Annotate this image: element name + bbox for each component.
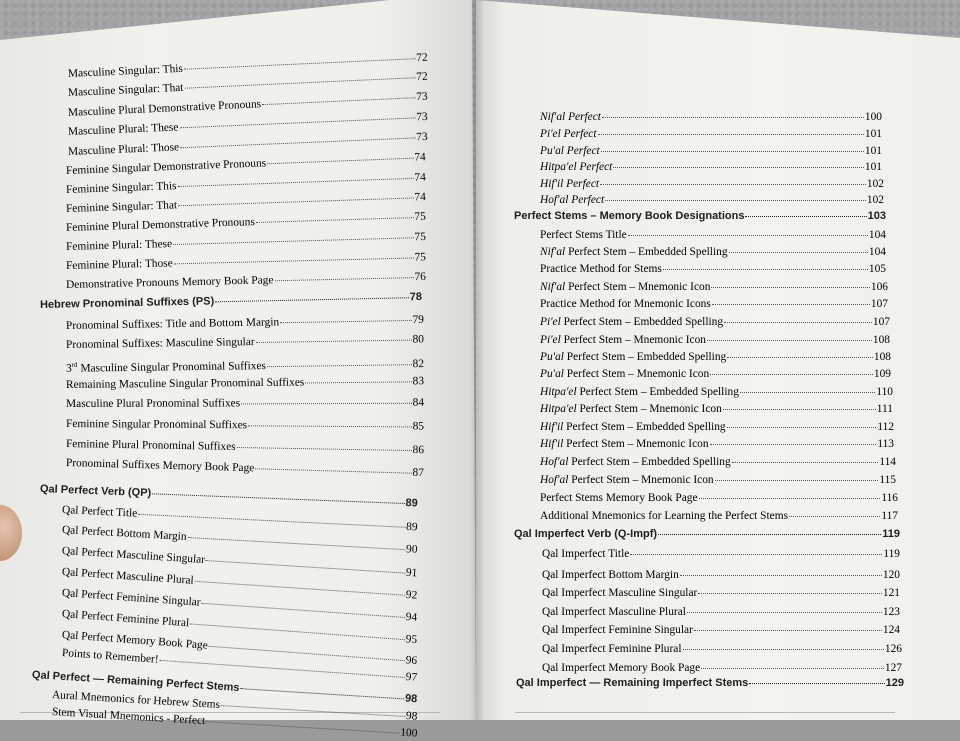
page-number: 95	[405, 633, 418, 647]
right-bottom-rule	[515, 712, 895, 713]
page-number: 108	[873, 351, 891, 363]
toc-entry	[540, 160, 882, 174]
toc-entry	[542, 605, 900, 619]
dot-leader	[687, 611, 882, 613]
toc-entry-title	[540, 177, 599, 191]
entry-text: Perfect Stem – Embedded Spelling	[563, 351, 727, 363]
page-number: 123	[882, 606, 900, 618]
page-number: 74	[414, 191, 427, 204]
toc-entry	[540, 177, 884, 191]
toc-section-heading	[516, 676, 904, 690]
toc-entry-title	[540, 385, 739, 399]
dot-leader	[601, 150, 864, 152]
page-number: 124	[882, 624, 900, 636]
toc-entry	[540, 144, 882, 158]
book-gutter	[470, 0, 484, 720]
page-number: 121	[882, 587, 900, 599]
page-number: 90	[405, 543, 418, 556]
toc-entry-title	[542, 661, 700, 675]
entry-text: Qal Imperfect Verb (Q-Impf)	[514, 528, 658, 540]
dot-leader	[789, 515, 880, 517]
toc-entry	[66, 417, 424, 433]
page-number: 74	[414, 151, 426, 164]
toc-entry-title	[542, 568, 679, 582]
page-number: 92	[405, 588, 418, 602]
toc-entry	[542, 661, 902, 675]
toc-entry	[540, 280, 888, 294]
entry-text: Perfect Stem – Mnemonic Icon	[576, 403, 722, 415]
stem-name: Hitpa'el	[540, 386, 577, 398]
entry-text: Feminine Singular: This	[65, 180, 177, 196]
toc-entry	[540, 437, 894, 451]
entry-text: Points to Remember!	[61, 647, 159, 666]
entry-text: Masculine Plural Demonstrative Pronouns	[67, 98, 262, 119]
ordinal-number: 3	[65, 362, 72, 375]
dot-leader	[174, 257, 414, 265]
page-number: 113	[877, 438, 894, 450]
entry-text: Feminine Singular: That	[65, 199, 178, 215]
page-number: 76	[414, 270, 427, 284]
entry-text: Feminine Plural: These	[65, 238, 173, 253]
toc-entry-title	[66, 237, 172, 254]
page-number: 72	[415, 70, 428, 84]
page-number: 98	[405, 710, 418, 723]
entry-text: Perfect Stems Title	[540, 229, 627, 241]
page-number: 108	[872, 334, 890, 346]
dot-leader	[712, 303, 870, 305]
dot-leader	[727, 426, 877, 428]
toc-entry	[540, 127, 882, 141]
toc-entry	[540, 473, 896, 487]
toc-entry-title	[542, 605, 686, 619]
toc-entry	[542, 547, 900, 561]
dot-leader	[740, 391, 875, 393]
dot-leader	[729, 251, 868, 253]
page-number: 89	[405, 520, 418, 534]
toc-section-heading	[514, 209, 886, 223]
page-number: 105	[868, 263, 886, 275]
toc-entry-title	[540, 509, 788, 523]
entry-text: Feminine Plural Demonstrative Pronouns	[65, 216, 255, 234]
page-number: 72	[415, 51, 428, 65]
page-number: 120	[882, 569, 900, 581]
toc-entry	[540, 491, 898, 505]
page-number: 74	[414, 171, 426, 184]
entry-text: Qal Perfect Title	[61, 504, 138, 520]
entry-text: Qal Imperfect Masculine Plural	[542, 606, 686, 618]
toc-entry	[66, 396, 424, 411]
toc-entry	[540, 193, 884, 207]
dot-leader	[241, 402, 411, 405]
toc-entry-title	[540, 402, 722, 416]
entry-text: Perfect Stem – Mnemonic Icon	[563, 438, 709, 450]
entry-text: Pronominal Suffixes Memory Book Page	[65, 457, 255, 475]
page-number: 116	[881, 492, 898, 504]
page-number: 100	[399, 726, 418, 740]
dot-leader	[745, 215, 866, 217]
toc-entry-title	[66, 256, 173, 273]
entry-text: Masculine Plural: These	[67, 121, 179, 138]
dot-leader	[698, 592, 882, 594]
toc-entry-title	[542, 642, 682, 656]
dot-leader	[663, 268, 868, 270]
page-number: 109	[873, 368, 891, 380]
entry-text: Qal Imperfect Feminine Singular	[542, 624, 693, 636]
entry-text: Additional Mnemonics for Learning the Perfect Stems	[540, 510, 789, 522]
dot-leader	[701, 667, 884, 669]
toc-entry-title	[514, 209, 744, 223]
entry-text: Masculine Singular: This	[67, 62, 184, 80]
entry-text: Perfect Stem – Mnemonic Icon	[560, 334, 706, 346]
page-number: 79	[412, 313, 425, 326]
dot-leader	[178, 196, 413, 206]
page-number: 83	[412, 375, 425, 388]
entry-text: Perfect Stem – Mnemonic Icon	[563, 368, 710, 380]
dot-leader	[274, 276, 413, 281]
toc-entry-title	[540, 315, 723, 329]
entry-text: Perfect Stem – Embedded Spelling	[560, 316, 724, 328]
page-number: 100	[864, 111, 882, 123]
entry-text: Qal Perfect Feminine Plural	[61, 608, 190, 630]
page-number: 101	[864, 128, 882, 140]
toc-entry-title	[540, 455, 731, 469]
page-number: 117	[881, 510, 898, 522]
entry-text: Demonstrative Pronouns Memory Book Page	[65, 274, 274, 291]
toc-entry-title	[66, 335, 255, 352]
dot-leader	[600, 183, 866, 185]
toc-entry	[540, 402, 893, 416]
page-number: 78	[409, 291, 423, 304]
page-number: 112	[877, 421, 894, 433]
page-number: 115	[879, 474, 896, 486]
page-number: 82	[412, 357, 425, 370]
page-number: 114	[879, 456, 896, 468]
dot-leader	[707, 339, 872, 341]
toc-entry-title	[540, 280, 710, 294]
entry-text: Pu'al Perfect	[540, 145, 600, 157]
entry-text: Masculine Singular: That	[67, 81, 184, 99]
toc-entry-title	[540, 228, 627, 242]
page-number: 75	[414, 251, 427, 264]
entry-text: Feminine Singular Pronominal Suffixes	[65, 418, 248, 432]
page-number: 111	[876, 403, 893, 415]
dot-leader	[256, 339, 412, 343]
stem-name: Pu'al	[540, 368, 564, 380]
stem-name: Pu'al	[540, 351, 564, 363]
entry-text: Perfect Stem – Embedded Spelling	[568, 456, 731, 468]
page-number: 104	[868, 246, 886, 258]
entry-text: Qal Perfect Bottom Margin	[61, 524, 187, 543]
stem-name: Nif'al	[540, 246, 566, 258]
dot-leader	[256, 216, 414, 223]
toc-entry-title	[516, 676, 748, 690]
entry-text: Qal Imperfect Masculine Singular	[542, 587, 698, 599]
entry-text: Masculine Singular Pronominal Suffixes	[77, 360, 266, 375]
toc-entry-title	[540, 420, 726, 434]
page-number: 87	[412, 466, 425, 479]
entry-text: Aural Mnemonics for Hebrew Stems	[51, 689, 221, 711]
dot-leader	[215, 296, 409, 302]
toc-entry-title	[540, 491, 698, 505]
dot-leader	[305, 380, 411, 383]
toc-entry	[540, 509, 898, 523]
entry-text: Hif'il Perfect	[540, 178, 600, 190]
toc-entry-title	[66, 376, 304, 392]
entry-text: Qal Perfect Feminine Singular	[61, 587, 201, 609]
page-number: 96	[405, 654, 418, 668]
toc-entry-title	[540, 350, 726, 364]
toc-entry	[540, 455, 896, 469]
toc-entry	[540, 297, 888, 311]
toc-entry	[540, 262, 886, 276]
page-number: 104	[868, 229, 886, 241]
stem-name: Nif'al	[540, 281, 566, 293]
toc-entry-title	[540, 144, 600, 158]
dot-leader	[732, 461, 879, 463]
dot-leader	[173, 236, 413, 245]
page-number: 85	[412, 420, 425, 433]
toc-entry	[540, 385, 893, 399]
toc-entry-title	[540, 297, 711, 311]
entry-text: Perfect Stem – Embedded Spelling	[565, 246, 728, 258]
entry-text: Perfect Stem – Mnemonic Icon	[565, 281, 711, 293]
toc-entry-title	[542, 623, 693, 637]
entry-text: Qal Imperfect Feminine Plural	[542, 643, 682, 655]
dot-leader	[749, 682, 884, 684]
dot-leader	[710, 373, 873, 375]
page-number: 102	[866, 194, 884, 206]
entry-text: Perfect Stems – Memory Book Designations	[514, 210, 745, 222]
dot-leader	[694, 629, 882, 631]
dot-leader	[658, 533, 881, 535]
stem-name: Hif'il	[540, 438, 564, 450]
dot-leader	[699, 497, 881, 499]
page-number: 110	[876, 386, 893, 398]
page-number: 103	[867, 210, 886, 222]
dot-leader	[613, 166, 864, 168]
toc-entry-title	[540, 262, 662, 276]
toc-entry-title	[66, 417, 247, 432]
entry-text: Qal Perfect Masculine Singular	[61, 545, 206, 566]
page-number: 73	[415, 90, 428, 104]
page-number: 101	[864, 161, 882, 173]
toc-entry	[542, 568, 900, 582]
page-number: 119	[882, 528, 900, 540]
toc-entry-title	[66, 396, 240, 411]
entry-text: Perfect Stem – Embedded Spelling	[563, 421, 726, 433]
page-number: 102	[866, 178, 884, 190]
page-number: 126	[884, 643, 902, 655]
stem-name: Pi'el	[540, 334, 561, 346]
entry-text: Remaining Masculine Singular Pronominal Suffixes	[65, 376, 305, 391]
entry-text: Hof'al Perfect	[540, 194, 605, 206]
page-number: 75	[414, 210, 427, 224]
toc-entry-title	[542, 547, 629, 561]
toc-entry-title	[540, 110, 601, 124]
page-number: 107	[872, 316, 890, 328]
entry-text: Qal Perfect Memory Book Page	[61, 629, 209, 652]
entry-text: Practice Method for Stems	[540, 263, 662, 275]
page-number: 73	[416, 130, 428, 144]
dot-leader	[177, 177, 413, 187]
toc-entry	[540, 315, 890, 329]
entry-text: Masculine Plural: Those	[67, 141, 180, 158]
entry-text: Qal Imperfect — Remaining Imperfect Stems	[516, 677, 749, 689]
toc-entry-title	[540, 333, 706, 347]
entry-text: Pi'el Perfect	[540, 128, 597, 140]
page-number: 97	[405, 671, 418, 684]
stem-name: Hitpa'el	[540, 403, 577, 415]
entry-text: Hebrew Pronominal Suffixes (PS)	[39, 295, 215, 311]
dot-leader	[711, 286, 869, 288]
toc-entry-title	[542, 586, 697, 600]
page-number: 119	[883, 548, 900, 560]
dot-leader	[602, 116, 864, 118]
stem-name: Hof'al	[540, 456, 569, 468]
entry-text: Feminine Singular Demonstrative Pronouns	[65, 157, 267, 177]
dot-leader	[280, 319, 411, 323]
dot-leader	[255, 467, 411, 473]
page-number: 80	[412, 333, 425, 346]
dot-leader	[724, 321, 872, 323]
entry-text: Pronominal Suffixes: Masculine Singular	[65, 336, 255, 351]
entry-text: Perfect Stem – Mnemonic Icon	[568, 474, 714, 486]
dot-leader	[727, 356, 873, 358]
dot-leader	[605, 199, 866, 201]
toc-entry	[542, 642, 902, 656]
page-number: 98	[404, 692, 418, 706]
toc-entry-title	[540, 245, 728, 259]
entry-text: Perfect Stem – Embedded Spelling	[576, 386, 739, 398]
toc-entry	[540, 420, 894, 434]
dot-leader	[262, 96, 415, 105]
dot-leader	[628, 234, 868, 236]
page-number: 86	[412, 444, 425, 457]
page-number: 73	[416, 110, 428, 124]
page-number: 129	[885, 677, 904, 689]
entry-text: Qal Perfect Verb (QP)	[39, 483, 152, 500]
entry-text: Qal Imperfect Bottom Margin	[542, 569, 679, 581]
page-number: 106	[870, 281, 888, 293]
dot-leader	[630, 553, 882, 555]
toc-entry	[542, 623, 900, 637]
toc-entry	[540, 333, 890, 347]
entry-text: Perfect Stems Memory Book Page	[540, 492, 698, 504]
toc-entry-title	[66, 355, 266, 376]
entry-text: Qal Imperfect Memory Book Page	[542, 662, 701, 674]
toc-entry-title	[540, 193, 604, 207]
toc-entry-title	[540, 127, 597, 141]
dot-leader	[715, 479, 879, 481]
page-number: 91	[405, 566, 418, 580]
entry-text: Qal Imperfect Title	[542, 548, 630, 560]
toc-entry-title	[540, 160, 612, 174]
toc-entry	[540, 245, 886, 259]
entry-text: Practice Method for Mnemonic Icons	[540, 298, 711, 310]
ordinal-suffix: rd	[71, 360, 78, 369]
dot-leader	[598, 133, 864, 135]
stem-name: Hof'al	[540, 474, 569, 486]
page-number: 127	[884, 662, 902, 674]
entry-text: Stem Visual Mnemonics - Perfect	[51, 706, 206, 728]
dot-leader	[710, 443, 877, 445]
page-number: 75	[414, 230, 427, 244]
page-number: 107	[870, 298, 888, 310]
dot-leader	[206, 720, 399, 733]
toc-entry-title	[540, 437, 709, 451]
toc-entry	[540, 228, 886, 242]
entry-text: Feminine Plural: Those	[65, 257, 173, 272]
page-number: 101	[864, 145, 882, 157]
entry-text: Feminine Plural Pronominal Suffixes	[65, 438, 236, 453]
entry-text: Qal Perfect — Remaining Perfect Stems	[31, 669, 240, 695]
toc-entry-title	[66, 437, 236, 454]
dot-leader	[267, 157, 413, 165]
dot-leader	[683, 648, 884, 650]
toc-entry	[540, 350, 891, 364]
toc-entry-title	[540, 473, 714, 487]
entry-text: Masculine Plural Pronominal Suffixes	[65, 397, 241, 410]
page-number: 94	[405, 611, 418, 624]
stem-name: Hif'il	[540, 421, 564, 433]
dot-leader	[248, 424, 412, 427]
stem-name: Pi'el	[540, 316, 561, 328]
dot-leader	[680, 574, 882, 576]
entry-text: Qal Perfect Masculine Plural	[61, 566, 195, 587]
entry-text: Hitpa'el Perfect	[540, 161, 613, 173]
toc-entry	[542, 586, 900, 600]
dot-leader	[237, 446, 412, 451]
toc-entry-title	[540, 367, 709, 381]
page-number: 89	[405, 497, 418, 510]
toc-entry-title	[514, 527, 657, 541]
entry-text: Pronominal Suffixes: Title and Bottom Margin	[65, 316, 280, 332]
toc-entry	[540, 110, 882, 124]
toc-section-heading	[514, 527, 900, 541]
entry-text: Nif'al Perfect	[540, 111, 601, 123]
page-number: 84	[412, 396, 425, 409]
dot-leader	[267, 363, 412, 367]
dot-leader	[723, 408, 876, 410]
toc-entry	[540, 367, 891, 381]
